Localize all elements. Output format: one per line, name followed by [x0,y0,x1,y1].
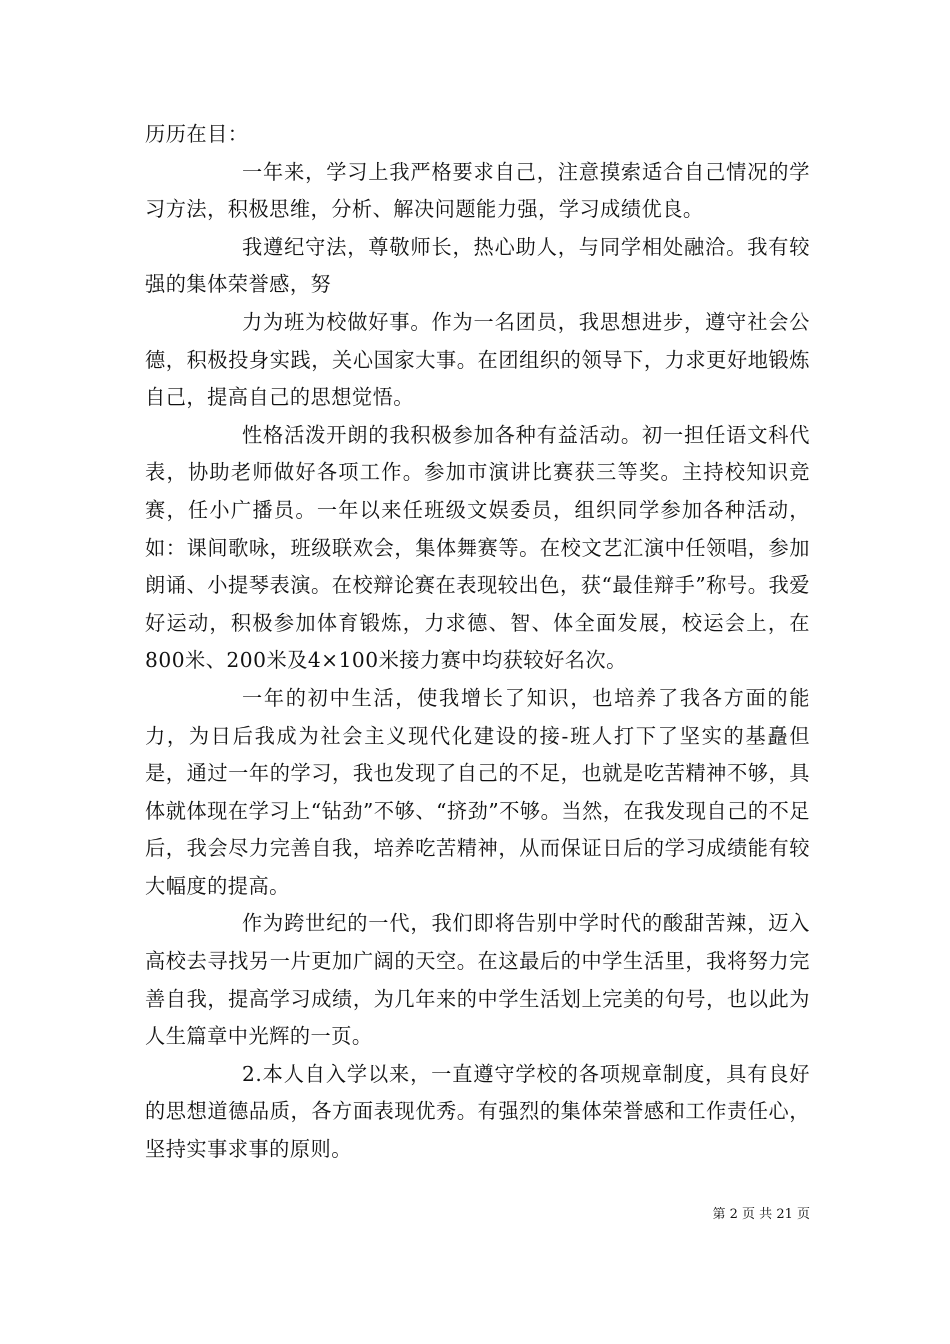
document-body [145,116,810,1169]
paragraph-study: 一年来，学习上我严格要求自己，注意摸索适合自己情况的学习方法，积极思维，分析、解决问题能力强，学习成绩优良。 [145,159,810,222]
paragraph-discipline: 我遵纪守法，尊敬师长，热心助人，与同学相处融洽。我有较强的集体荣誉感，努 [145,234,810,297]
paragraph-activities: 性格活泼开朗的我积极参加各种有益活动。初一担任语文科代表，协助老师做好各项工作。参加市演讲比赛获三等奖。主持校知识竞赛，任小广播员。一年以来任班级文娱委员，组织同学参加各种活动，如：课间歌咏，班级联欢会，集体舞赛等。在校文艺汇演中任领唱，参加朗诵、小提琴表演。在校辩论赛在表现较出色，获“最佳辩手”称号。我爱好运动，积极参加体育锻炼，力求德、智、体全面发展，校运会上，在800米、200米及4×100米接力赛中均获较好名次。 [145,422,810,673]
paragraph-continuation: 历历在目： [145,122,249,146]
paragraph-future: 作为跨世纪的一代，我们即将告别中学时代的酸甜苦辣，迈入高校去寻找另一片更加广阔的天空。在这最后的中学生活里，我将努力完善自我，提高学习成绩，为几年来的中学生活划上完美的句号，也以此为人生篇章中光辉的一页。 [145,911,810,1049]
paragraph-item-2: 2.本人自入学以来，一直遵守学校的各项规章制度，具有良好的思想道德品质，各方面表现优秀。有强烈的集体荣誉感和工作责任心，坚持实事求事的原则。 [145,1061,810,1162]
page-number: 第 2 页 共 21 页 [712,1207,810,1222]
paragraph-league-member: 力为班为校做好事。作为一名团员，我思想进步，遵守社会公德，积极投身实践，关心国家大事。在团组织的领导下，力求更好地锻炼自己，提高自己的思想觉悟。 [145,309,810,410]
paragraph-reflection: 一年的初中生活，使我增长了知识，也培养了我各方面的能力，为日后我成为社会主义现代化建设的接-班人打下了坚实的基矗但是，通过一年的学习，我也发现了自己的不足，也就是吃苦精神不够，具体就体现在学习上“钻劲”不够、“挤劲”不够。当然，在我发现自己的不足后，我会尽力完善自我，培养吃苦精神，从而保证日后的学习成绩能有较大幅度的提高。 [145,685,810,898]
